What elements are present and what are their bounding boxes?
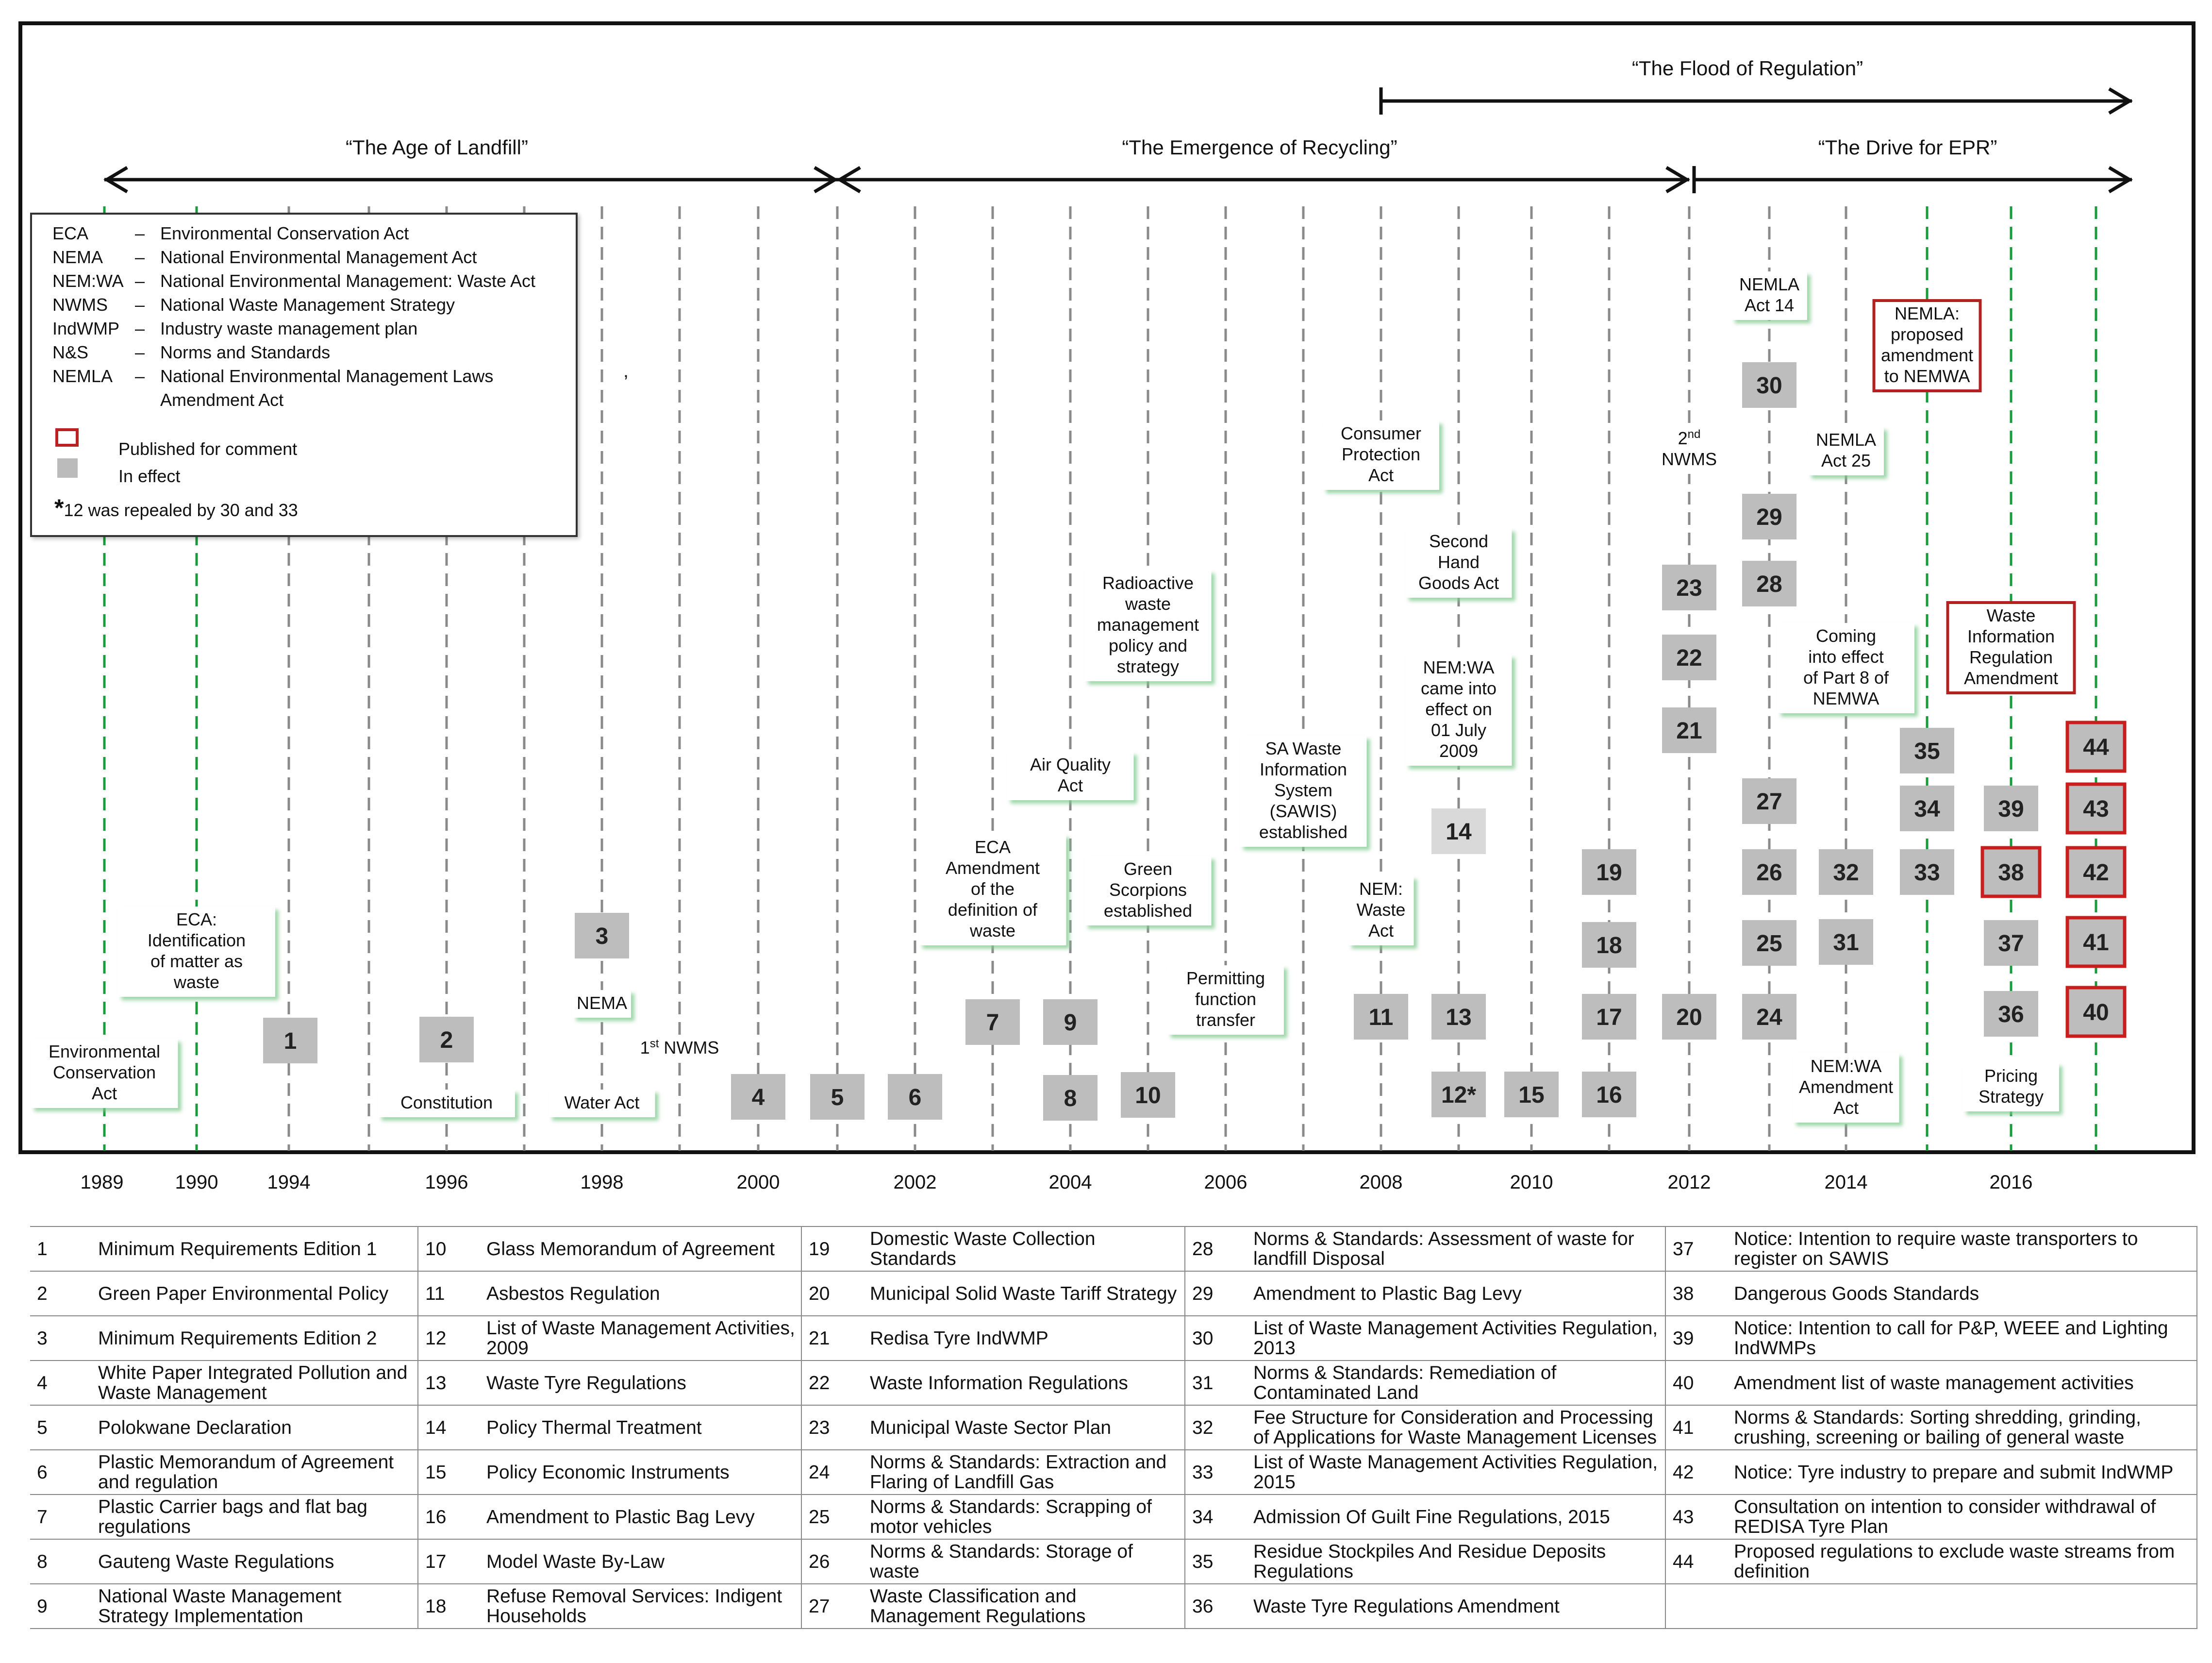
table-cell-number: 13	[418, 1361, 482, 1405]
annotation-label	[1085, 570, 1212, 681]
box-number: 20	[1676, 1005, 1702, 1030]
regulation-box	[1662, 565, 1716, 610]
annotation-label	[573, 990, 631, 1018]
regulation-box	[1984, 786, 2038, 831]
table-cell-title: Policy Thermal Treatment	[482, 1405, 801, 1450]
period-label-landfill: “The Age of Landfill”	[346, 136, 528, 159]
table-cell-number: 16	[418, 1495, 482, 1539]
regulation-box	[2067, 848, 2125, 896]
regulation-box	[1984, 991, 2038, 1037]
box-number: 31	[1833, 930, 1859, 956]
annotation-label	[1660, 425, 1718, 474]
table-cell-title: Waste Tyre Regulations Amendment	[1249, 1584, 1665, 1629]
legend-full: Industry waste management plan	[160, 319, 418, 338]
table-cell-number: 4	[30, 1361, 94, 1405]
year-label-2004: 2004	[1048, 1172, 1092, 1193]
box-number: 32	[1833, 860, 1859, 886]
table-cell-title: Model Waste By-Law	[482, 1539, 801, 1584]
regulation-box	[1742, 362, 1796, 408]
table-cell-number: 19	[801, 1226, 866, 1271]
regulation-box	[575, 913, 629, 958]
annotation-text: Pricing Strategy	[1978, 1066, 2044, 1107]
annotation-label	[549, 1090, 655, 1117]
box-number: 15	[1518, 1082, 1545, 1108]
table-cell-number: 30	[1185, 1316, 1249, 1361]
table-cell-number: 43	[1665, 1495, 1730, 1539]
table-cell-number: 28	[1185, 1226, 1249, 1271]
box-number: 16	[1596, 1082, 1622, 1108]
box-number: 6	[908, 1085, 922, 1110]
table-cell-title: Domestic Waste Collection Standards	[866, 1226, 1185, 1271]
table-cell-number: 11	[418, 1271, 482, 1316]
table-cell-title: Gauteng Waste Regulations	[94, 1539, 418, 1584]
year-label-1996: 1996	[425, 1172, 468, 1193]
annotation-text: NEM: Waste Act	[1356, 879, 1406, 941]
table-cell-number: 25	[801, 1495, 866, 1539]
regulation-box	[1742, 561, 1796, 606]
annotation-label	[118, 907, 275, 997]
table-cell-title: Proposed regulations to exclude waste streams from definition	[1730, 1539, 2197, 1584]
box-number: 9	[1064, 1010, 1077, 1036]
table-cell-title: White Paper Integrated Pollution and Waste Management	[94, 1361, 418, 1405]
table-cell-number: 12	[418, 1316, 482, 1361]
box-number: 8	[1064, 1086, 1077, 1111]
year-label-1989: 1989	[80, 1172, 124, 1193]
box-number: 28	[1756, 571, 1782, 597]
annotation-text: Air Quality Act	[1030, 755, 1111, 795]
table-cell-title: Amendment to Plastic Bag Levy	[482, 1495, 801, 1539]
table-row	[30, 1584, 2197, 1629]
regulation-box	[263, 1018, 317, 1063]
table-cell-title: Norms & Standards: Storage of waste	[866, 1539, 1185, 1584]
year-label-2000: 2000	[736, 1172, 780, 1193]
regulation-box	[1742, 920, 1796, 966]
legend	[30, 213, 578, 537]
box-number: 30	[1756, 373, 1782, 399]
regulation-box	[419, 1017, 474, 1062]
table-cell-number: 24	[801, 1450, 866, 1495]
table-cell-title: Redisa Tyre IndWMP	[866, 1316, 1185, 1361]
annotation-label	[1240, 736, 1367, 847]
legend-dash: –	[135, 319, 145, 338]
box-number: 17	[1596, 1005, 1622, 1030]
box-number: 33	[1914, 860, 1940, 886]
annotation-text: NEMLA Act 25	[1815, 430, 1877, 470]
box-number: 13	[1446, 1005, 1472, 1030]
regulation-box	[1900, 786, 1954, 831]
annotation-text: Consumer Protection Act	[1340, 423, 1422, 485]
table-cell-number: 42	[1665, 1450, 1730, 1495]
box-number: 37	[1998, 931, 2024, 957]
annotation-label	[1731, 271, 1807, 320]
box-number: 43	[2083, 796, 2109, 822]
table-row	[30, 1539, 2197, 1584]
box-number: 1	[283, 1028, 297, 1054]
box-number: 12*	[1441, 1082, 1477, 1108]
box-number: 38	[1998, 860, 2024, 886]
legend-abbr: ECA	[52, 223, 89, 243]
regulation-box	[1742, 994, 1796, 1040]
table-row	[30, 1361, 2197, 1405]
table-cell-title: Notice: Intention to call for P&P, WEEE and Lighting IndWMPs	[1730, 1316, 2197, 1361]
regulation-box	[1662, 635, 1716, 680]
box-number: 14	[1446, 819, 1472, 845]
table-cell-title: Norms & Standards: Extraction and Flaring of Landfill Gas	[866, 1450, 1185, 1495]
regulation-box	[1582, 994, 1636, 1040]
box-number: 7	[986, 1010, 999, 1036]
box-number: 21	[1676, 718, 1702, 744]
table-cell-title: Norms & Standards: Remediation of Contaminated Land	[1249, 1361, 1665, 1405]
legend-dash: –	[135, 342, 145, 362]
annotation-label	[1963, 1063, 2059, 1111]
legend-dash: –	[135, 366, 145, 386]
table-cell-title: Norms & Standards: Assessment of waste for landfill Disposal	[1249, 1226, 1665, 1271]
legend-dash: –	[135, 223, 145, 243]
stray-mark: ’	[624, 371, 628, 393]
legend-full: National Waste Management Strategy	[160, 295, 455, 315]
table-cell-number: 44	[1665, 1539, 1730, 1584]
legend-abbr: NEMLA	[52, 366, 113, 386]
regulation-box	[1431, 994, 1486, 1040]
table-cell-title: Plastic Memorandum of Agreement and regulation	[94, 1450, 418, 1495]
year-label-1994: 1994	[267, 1172, 311, 1193]
table-cell-number: 20	[801, 1271, 866, 1316]
table-cell-title: List of Waste Management Activities Regulation, 2015	[1249, 1450, 1665, 1495]
period-label-recycling: “The Emergence of Recycling”	[1122, 136, 1397, 159]
annotation-label	[1808, 427, 1884, 475]
table-cell-title: Residue Stockpiles And Residue Deposits Regulations	[1249, 1539, 1665, 1584]
table-cell-title: Amendment list of waste management activities	[1730, 1361, 2197, 1405]
regulation-box	[1582, 1072, 1636, 1117]
table-cell-title: Polokwane Declaration	[94, 1405, 418, 1450]
regulation-box	[1431, 1072, 1486, 1117]
year-label-1998: 1998	[580, 1172, 624, 1193]
table-cell-title: Refuse Removal Services: Indigent Households	[482, 1584, 801, 1629]
annotation-text: 1st NWMS	[640, 1037, 719, 1058]
period-label-epr: “The Drive for EPR”	[1818, 136, 1997, 159]
annotation-text: Second Hand Goods Act	[1418, 531, 1499, 593]
box-number: 40	[2083, 1000, 2109, 1025]
table-cell-number: 29	[1185, 1271, 1249, 1316]
table-row	[30, 1405, 2197, 1450]
year-label-2012: 2012	[1667, 1172, 1711, 1193]
annotation-text: NEM:WA Amendment Act	[1798, 1056, 1894, 1118]
box-number: 26	[1756, 860, 1782, 886]
legend-note	[54, 494, 298, 522]
table-cell-number: 1	[30, 1226, 94, 1271]
legend-abbr: NEMA	[52, 247, 103, 267]
regulation-box	[1043, 1075, 1098, 1121]
year-label-2016: 2016	[1989, 1172, 2033, 1193]
table-cell-number: 22	[801, 1361, 866, 1405]
box-number: 23	[1676, 575, 1702, 601]
table-cell-number: 33	[1185, 1450, 1249, 1495]
box-number: 27	[1756, 789, 1782, 815]
legend-abbr: NEM:WA	[52, 271, 124, 291]
legend-full: National Environmental Management Act	[160, 247, 477, 267]
regulation-box	[1662, 994, 1716, 1040]
regulation-box	[1900, 849, 1954, 895]
table-cell-number: 36	[1185, 1584, 1249, 1629]
box-number: 10	[1135, 1083, 1161, 1109]
table-cell-title: Policy Economic Instruments	[482, 1450, 801, 1495]
table-cell-number: 35	[1185, 1539, 1249, 1584]
table-cell-title: Waste Information Regulations	[866, 1361, 1185, 1405]
legend-full: National Environmental Management Laws	[160, 366, 494, 386]
legend-in-effect-label: In effect	[118, 466, 181, 486]
table-cell-title: Fee Structure for Consideration and Processing of Applications for Waste Management Licenses	[1249, 1405, 1665, 1450]
table-cell-number: 6	[30, 1450, 94, 1495]
box-number: 18	[1596, 933, 1622, 958]
legend-full: National Environmental Management: Waste Act	[160, 271, 536, 291]
legend-note-star: *	[54, 494, 64, 521]
regulation-box	[1982, 848, 2040, 896]
box-number: 22	[1676, 645, 1702, 671]
table-cell-title: Admission Of Guilt Fine Regulations, 2015	[1249, 1495, 1665, 1539]
annotation-label	[1406, 528, 1512, 598]
legend-dash: –	[135, 271, 145, 291]
box-number: 36	[1998, 1002, 2024, 1027]
table-cell-title: Municipal Waste Sector Plan	[866, 1405, 1185, 1450]
table-cell-title: List of Waste Management Activities Regulation, 2013	[1249, 1316, 1665, 1361]
legend-in-effect-symbol	[57, 458, 78, 478]
table-cell-title: Minimum Requirements Edition 2	[94, 1316, 418, 1361]
table-cell-number: 21	[801, 1316, 866, 1361]
table-cell-number: 18	[418, 1584, 482, 1629]
annotation-text: Waste Information Regulation Amendment	[1963, 605, 2059, 688]
table-cell-title: Norms & Standards: Scrapping of motor vehicles	[866, 1495, 1185, 1539]
annotation-text: Green Scorpions established	[1103, 859, 1193, 921]
table-cell-title: Glass Memorandum of Agreement	[482, 1226, 801, 1271]
legend-note-text: 12 was repealed by 30 and 33	[64, 500, 298, 520]
annotation-text: Constitution	[400, 1092, 493, 1112]
table-cell-title: Amendment to Plastic Bag Levy	[1249, 1271, 1665, 1316]
annotation-label	[1406, 655, 1512, 766]
annotation-label	[1007, 752, 1134, 800]
legend-full: Norms and Standards	[160, 342, 331, 362]
legend-dash: –	[135, 247, 145, 267]
annotation-label	[1874, 301, 1980, 391]
table-cell-number: 32	[1185, 1405, 1249, 1450]
annotation-label	[1085, 856, 1212, 925]
table-cell-title	[1730, 1584, 2197, 1629]
regulation-box	[1742, 849, 1796, 895]
table-cell-title: National Waste Management Strategy Implementation	[94, 1584, 418, 1629]
annotation-text: ECA: Identification of matter as waste	[147, 909, 246, 992]
box-number: 11	[1368, 1005, 1394, 1030]
legend-full-cont: Amendment Act	[160, 390, 284, 410]
regulation-box	[1354, 994, 1408, 1040]
table-cell-number: 10	[418, 1226, 482, 1271]
annotation-text: SA Waste Information System (SAWIS) established	[1259, 739, 1348, 842]
table-cell-title: Notice: Intention to require waste transporters to register on SAWIS	[1730, 1226, 2197, 1271]
table-cell-number: 5	[30, 1405, 94, 1450]
annotation-text: ECA Amendment of the definition of waste	[945, 837, 1040, 941]
table-row	[30, 1316, 2197, 1361]
table-cell-title: Norms & Standards: Sorting shredding, grinding, crushing, screening or bailing of general waste	[1730, 1405, 2197, 1450]
box-number: 4	[751, 1085, 765, 1110]
regulation-box	[2067, 988, 2125, 1036]
regulation-box	[1900, 728, 1954, 773]
table-cell-title: Asbestos Regulation	[482, 1271, 801, 1316]
table-cell-number: 23	[801, 1405, 866, 1450]
annotation-label	[1778, 623, 1914, 713]
box-number: 3	[595, 924, 609, 949]
table-cell-title: Green Paper Environmental Policy	[94, 1271, 418, 1316]
box-number: 41	[2083, 930, 2109, 956]
regulation-box	[1582, 849, 1636, 895]
table-cell-title: Waste Tyre Regulations	[482, 1361, 801, 1405]
table-cell-number	[1665, 1584, 1730, 1629]
year-label-1990: 1990	[175, 1172, 218, 1193]
regulation-box	[2067, 918, 2125, 966]
table-cell-title: Consultation on intention to consider withdrawal of REDISA Tyre Plan	[1730, 1495, 2197, 1539]
annotation-label	[1167, 965, 1284, 1035]
period-label-flood: “The Flood of Regulation”	[1631, 57, 1863, 80]
annotation-label	[919, 834, 1066, 945]
annotation-text: NEMLA Act 14	[1739, 274, 1800, 315]
table-row	[30, 1495, 2197, 1539]
legend-published-symbol	[55, 428, 79, 447]
table-cell-number: 15	[418, 1450, 482, 1495]
box-number: 42	[2083, 860, 2109, 886]
table-row	[30, 1450, 2197, 1495]
box-number: 34	[1914, 796, 1940, 822]
annotation-label	[31, 1039, 178, 1108]
table-cell-number: 8	[30, 1539, 94, 1584]
table-cell-number: 37	[1665, 1226, 1730, 1271]
table-cell-number: 39	[1665, 1316, 1730, 1361]
annotation-label	[1793, 1053, 1899, 1123]
box-number: 35	[1914, 739, 1940, 764]
table-cell-number: 40	[1665, 1361, 1730, 1405]
table-cell-title: Minimum Requirements Edition 1	[94, 1226, 418, 1271]
table-cell-number: 14	[418, 1405, 482, 1450]
table-cell-number: 3	[30, 1316, 94, 1361]
regulation-box	[1819, 919, 1873, 965]
regulation-box	[1121, 1072, 1175, 1118]
regulation-box	[888, 1074, 942, 1120]
legend-abbr: N&S	[52, 342, 89, 362]
table-cell-number: 26	[801, 1539, 866, 1584]
annotation-text: 2nd NWMS	[1662, 427, 1717, 469]
table-cell-title: Waste Classification and Management Regulations	[866, 1584, 1185, 1629]
table-cell-title: Municipal Solid Waste Tariff Strategy	[866, 1271, 1185, 1316]
table-cell-number: 31	[1185, 1361, 1249, 1405]
annotation-label	[632, 1035, 728, 1062]
box-number: 24	[1756, 1005, 1782, 1030]
year-label-2008: 2008	[1359, 1172, 1403, 1193]
table-cell-title: Dangerous Goods Standards	[1730, 1271, 2197, 1316]
annotation-text: Water Act	[564, 1092, 640, 1112]
box-number: 25	[1756, 931, 1782, 957]
box-number: 19	[1596, 860, 1622, 886]
annotation-text: Coming into effect of Part 8 of NEMWA	[1803, 626, 1889, 708]
year-label-2010: 2010	[1510, 1172, 1553, 1193]
annotation-label	[1348, 876, 1414, 945]
table-cell-number: 7	[30, 1495, 94, 1539]
year-label-2002: 2002	[893, 1172, 937, 1193]
annotation-text: Permitting function transfer	[1186, 968, 1265, 1030]
annotation-label	[1323, 420, 1439, 490]
legend-abbr: NWMS	[52, 295, 108, 315]
legend-dash: –	[135, 295, 145, 315]
regulation-box	[2067, 722, 2125, 771]
annotation-text: Environmental Conservation Act	[48, 1041, 161, 1103]
table-cell-title: Notice: Tyre industry to prepare and submit IndWMP	[1730, 1450, 2197, 1495]
table-cell-number: 17	[418, 1539, 482, 1584]
table-cell-number: 41	[1665, 1405, 1730, 1450]
table-row	[30, 1226, 2197, 1271]
box-number: 39	[1998, 796, 2024, 822]
annotation-text: Radioactive waste management policy and strategy	[1097, 573, 1199, 676]
regulation-box	[2067, 784, 2125, 833]
legend-abbr: IndWMP	[52, 319, 120, 338]
table-cell-number: 9	[30, 1584, 94, 1629]
legend-full: Environmental Conservation Act	[160, 223, 409, 243]
regulation-box	[1662, 707, 1716, 753]
box-number: 29	[1756, 504, 1782, 530]
table-cell-number: 2	[30, 1271, 94, 1316]
annotation-text: NEM:WA came into effect on 01 July 2009	[1420, 657, 1497, 761]
legend-published-label: Published for comment	[118, 439, 298, 459]
regulation-box	[1742, 494, 1796, 539]
box-number: 2	[440, 1027, 453, 1053]
box-number: 5	[831, 1085, 844, 1110]
regulation-box	[1582, 922, 1636, 968]
table-row	[30, 1271, 2197, 1316]
annotation-label	[1948, 603, 2075, 693]
regulation-box	[1819, 849, 1873, 895]
regulation-box	[1742, 778, 1796, 824]
regulation-box	[1504, 1072, 1559, 1117]
year-label-2014: 2014	[1824, 1172, 1868, 1193]
annotation-text: NEMLA: proposed amendment to NEMWA	[1880, 303, 1974, 386]
annotation-label	[378, 1090, 515, 1117]
annotation-text: NEMA	[576, 993, 628, 1013]
table-cell-number: 34	[1185, 1495, 1249, 1539]
table-cell-number: 38	[1665, 1271, 1730, 1316]
year-label-2006: 2006	[1204, 1172, 1247, 1193]
regulation-box	[1043, 999, 1098, 1045]
regulation-reference-table	[30, 1226, 2197, 1629]
box-number: 44	[2083, 735, 2109, 760]
table-cell-number: 27	[801, 1584, 866, 1629]
regulation-box	[810, 1074, 865, 1120]
table-cell-title: Plastic Carrier bags and flat bag regulations	[94, 1495, 418, 1539]
regulation-box	[731, 1074, 785, 1120]
regulation-box	[965, 999, 1020, 1045]
regulation-box	[1984, 920, 2038, 966]
regulation-box	[1431, 808, 1486, 854]
table-cell-title: List of Waste Management Activities, 2009	[482, 1316, 801, 1361]
